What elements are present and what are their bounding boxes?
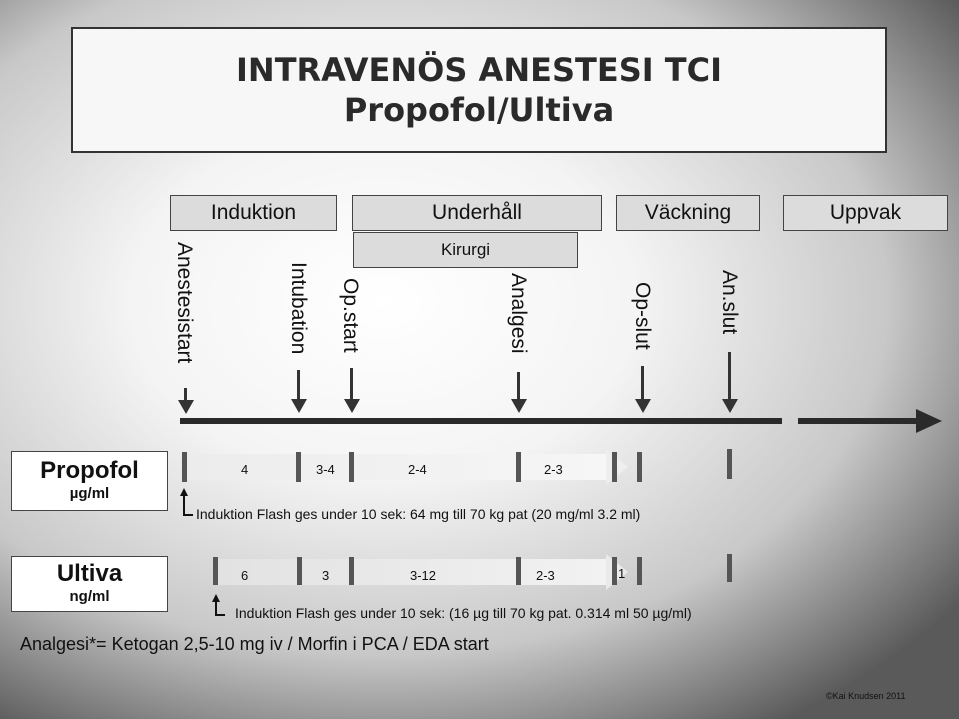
phase-uppvak: Uppvak — [783, 195, 948, 231]
ultiva-tick — [213, 557, 218, 585]
analgesi-footnote: Analgesi*= Ketogan 2,5-10 mg iv / Morfin i PCA / EDA start — [20, 634, 489, 654]
ultiva-value: 3 — [322, 568, 330, 583]
title-box — [71, 27, 887, 153]
arrow-opslut-head — [635, 399, 651, 413]
arrow-anslut-head — [722, 399, 738, 413]
phase-kirurgi: Kirurgi — [353, 232, 578, 268]
event-label-anslut: An.slut — [718, 270, 741, 335]
arrow-opstart-stem — [350, 368, 353, 402]
event-label-opslut: Op-slut — [631, 282, 654, 350]
ultiva-flash-foot — [215, 614, 225, 616]
propofol-flash-foot — [183, 514, 193, 516]
propofol-box — [11, 451, 168, 511]
ultiva-tick — [349, 557, 354, 585]
copyright: ©Kai Knudsen 2011 — [826, 691, 906, 701]
ultiva-value: 2-3 — [536, 568, 555, 583]
arrow-opslut-stem — [641, 366, 644, 402]
arrow-anestesistart-head — [178, 400, 194, 414]
propofol-note: Induktion Flash ges under 10 sek: 64 mg till 70 kg pat (20 mg/ml 3.2 ml) — [196, 506, 641, 522]
arrow-opstart-head — [344, 399, 360, 413]
timeline-bar — [180, 418, 782, 424]
propofol-value: 2-3 — [544, 462, 563, 477]
arrow-intubation-stem — [297, 370, 300, 402]
ultiva-unit: ng/ml — [69, 588, 110, 605]
ultiva-tick — [637, 557, 642, 585]
ultiva-tick — [516, 557, 521, 585]
arrow-anslut-stem — [728, 352, 731, 402]
phase-induktion: Induktion — [170, 195, 337, 231]
ultiva-tick — [612, 557, 617, 585]
propofol-tick — [516, 452, 521, 482]
event-label-opstart: Op.start — [339, 278, 362, 353]
propofol-value: 2-4 — [408, 462, 427, 477]
phase-vackning: Väckning — [616, 195, 760, 231]
propofol-band — [186, 454, 606, 480]
event-label-anestesistart: Anestesistart — [173, 242, 196, 364]
ultiva-tick — [297, 557, 302, 585]
propofol-tick — [182, 452, 187, 482]
timeline-extension — [798, 418, 918, 424]
ultiva-value: 1 — [618, 566, 626, 581]
ultiva-value: 3-12 — [410, 568, 437, 583]
propofol-flash-line — [183, 495, 185, 516]
title-line-2: Propofol/Ultiva — [343, 91, 615, 129]
title-line-1: INTRAVENÖS ANESTESI TCI — [236, 51, 722, 89]
ultiva-note: Induktion Flash ges under 10 sek: (16 µg till 70 kg pat. 0.314 ml 50 µg/ml) — [235, 605, 692, 621]
arrow-analgesi-head — [511, 399, 527, 413]
propofol-value: 4 — [241, 462, 249, 477]
propofol-tick — [637, 452, 642, 482]
arrow-intubation-head — [291, 399, 307, 413]
propofol-tick — [727, 449, 732, 479]
event-label-analgesi: Analgesi — [507, 273, 530, 354]
propofol-tick — [296, 452, 301, 482]
propofol-value: 3-4 — [316, 462, 335, 477]
propofol-unit: µg/ml — [69, 485, 110, 502]
event-label-intubation: Intubation — [287, 262, 310, 355]
propofol-band-tip — [606, 449, 628, 485]
propofol-tick — [349, 452, 354, 482]
propofol-name: Propofol — [40, 457, 139, 484]
propofol-tick — [612, 452, 617, 482]
phase-underhall: Underhåll — [352, 195, 602, 231]
timeline-arrow-head — [916, 409, 942, 433]
arrow-analgesi-stem — [517, 372, 520, 402]
ultiva-tick — [727, 554, 732, 582]
ultiva-value: 6 — [241, 568, 249, 583]
ultiva-box — [11, 556, 168, 612]
ultiva-name: Ultiva — [56, 560, 123, 587]
